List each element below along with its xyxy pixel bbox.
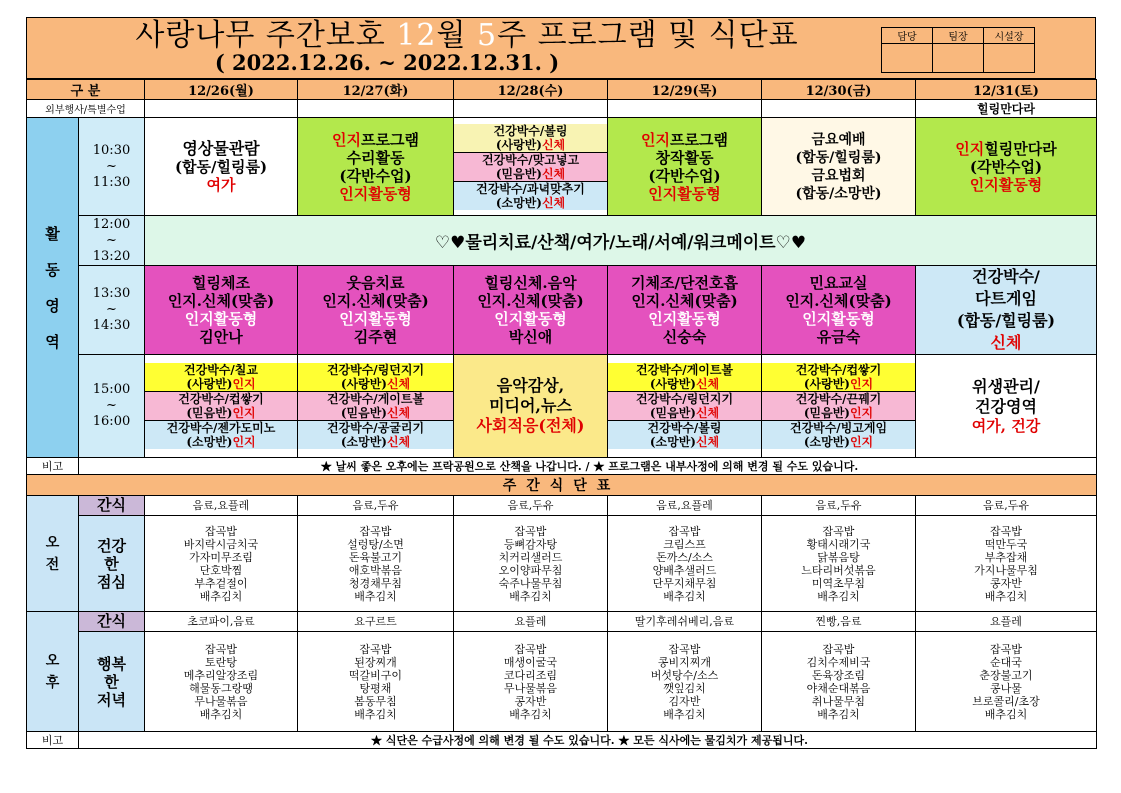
menu-item: 배추김치 [663, 707, 706, 721]
menu-item: 배추김치 [509, 707, 552, 721]
menu-item: 부추잡채 [984, 550, 1028, 564]
menu-item: 잡곡밥 [359, 642, 392, 656]
time-slot: 13:30 ~ 14:30 [79, 266, 145, 355]
menu-item: 잡곡밥 [205, 524, 237, 538]
program-cell: 위생관리/ 건강영역 여가, 건강 [916, 355, 1097, 458]
menu-item: 설렁탕/소면 [347, 537, 404, 551]
menu-item: 등뼈감자탕 [503, 537, 558, 551]
menu-item: 취나물무침 [811, 694, 866, 708]
menu-item: 단무지채무침 [652, 576, 717, 590]
dinner-row [27, 632, 1097, 732]
menu-item: 단호박찜 [199, 563, 243, 577]
menu-item: 닭볶음탕 [817, 550, 860, 564]
program-cell: 건강박수/컵쌓기 (사랑반)인지 건강박수/끈꿰기 (믿음반)인지 건강박수/빙고게임 (소망반)인지 [762, 355, 916, 458]
menu-item: 탕평채 [359, 681, 392, 695]
dinner-label: 행복 한 저녁 [79, 632, 145, 732]
menu-item: 잡곡밥 [359, 524, 392, 538]
menu-item: 숙주나물무침 [498, 576, 563, 590]
menu-item: 김치수제비국 [806, 655, 871, 669]
menu-item: 버섯탕수/소스 [650, 668, 719, 682]
menu-item: 미역초무침 [811, 576, 866, 590]
menu-item: 부추겉절이 [194, 576, 248, 590]
menu-item: 배추김치 [817, 589, 860, 603]
menu-item: 무나물볶음 [194, 694, 248, 708]
program-cell: 인지프로그램 창작활동 (각반수업) 인지활동형 [608, 118, 762, 216]
schedule-note: ★ 날씨 좋은 오후에는 프락공원으로 산책을 나갑니다. / ★ 프로그램은 내부사정에 의해 변경 될 수도 있습니다. [79, 458, 1097, 475]
menu-item: 봄동무침 [354, 694, 397, 708]
program-cell: 음악감상, 미디어,뉴스 사회적응(전체) [454, 355, 608, 458]
menu-item: 콩자반 [990, 576, 1022, 590]
approval-box: 담당 팀장 시설장 [881, 27, 1035, 73]
time-slot: 12:00 ~ 13:20 [79, 216, 145, 266]
program-cell: 웃음치료 인지.신체(맞춤) 인지활동형 김주현 [298, 266, 454, 355]
menu-item: 양배추샐러드 [652, 563, 717, 577]
program-cell: 건강박수/칠교 (사랑반)인지 건강박수/컵쌓기 (믿음반)인지 건강박수/젠가도미노 (소망반)인지 [145, 355, 298, 458]
menu-item: 김자반 [668, 694, 701, 708]
menu-item: 잡곡밥 [990, 524, 1022, 538]
menu-item: 잡곡밥 [205, 642, 237, 656]
program-cell: 인지힐링만다라 (각반수업) 인지활동형 [916, 118, 1097, 216]
program-cell: 건강박수/볼링 (사랑반)신체 건강박수/맞고넣고 (믿음반)신체 건강박수/과녁맞추기 (소망반)신체 [454, 118, 608, 216]
program-cell: 건강박수/게이트볼 (사랑반)신체 건강박수/링던지기 (믿음반)신체 건강박수/볼링 (소망반)신체 [608, 355, 762, 458]
menu-note-row: 비고 ★ 식단은 수급사정에 의해 변경 될 수도 있습니다. ★ 모든 식사에는 물김치가 제공됩니다. [27, 732, 1097, 749]
menu-item: 된장찌개 [354, 655, 397, 669]
menu-item: 황태시래기국 [806, 537, 871, 551]
menu-item: 콩비지찌개 [657, 655, 712, 669]
activity-section-label: 활 동 영 역 [27, 118, 79, 458]
date-range: ( 2022.12.26. ~ 2022.12.31. ) [214, 50, 560, 75]
time-slot: 15:00 ~ 16:00 [79, 355, 145, 458]
menu-title-row: 주간식단표 [27, 475, 1097, 496]
menu-item: 떡갈비구이 [348, 668, 403, 682]
menu-item: 돈육장조림 [811, 668, 866, 682]
menu-item: 순대국 [990, 655, 1022, 669]
menu-item: 토란탕 [205, 655, 237, 669]
menu-item: 메추리알장조림 [183, 668, 259, 682]
program-cell: 금요예배 (합동/힐링룸) 금요법회 (합동/소망반) [762, 118, 916, 216]
menu-item: 잡곡밥 [990, 642, 1022, 656]
activity-row-4 [27, 355, 1097, 458]
menu-item: 치커리샐러드 [498, 550, 563, 564]
program-cell: 기체조/단전호흡 인지.신체(맞춤) 인지활동형 신숭숙 [608, 266, 762, 355]
menu-item: 청경채무침 [348, 576, 403, 590]
menu-item: 배추김치 [354, 707, 397, 721]
menu-item: 가자미무조림 [189, 550, 253, 564]
pm-label: 오 후 [27, 612, 79, 732]
schedule-table [26, 79, 1097, 749]
program-cell: 건강박수/링던지기 (사랑반)신체 건강박수/게이트볼 (믿음반)신체 건강박수/공굴리기 (소망반)신체 [298, 355, 454, 458]
menu-item: 잡곡밥 [668, 524, 701, 538]
menu-item: 배추김치 [663, 589, 706, 603]
menu-item: 배추김치 [817, 707, 860, 721]
header [26, 17, 1096, 79]
menu-item: 코다리조림 [503, 668, 558, 682]
menu-item: 배추김치 [199, 707, 243, 721]
menu-item: 배추김치 [984, 589, 1028, 603]
menu-item: 오이양파무침 [498, 563, 563, 577]
menu-item: 해물동그랑땡 [189, 681, 253, 695]
menu-item: 애호박볶음 [348, 563, 403, 577]
page-title: 사랑나무 주간보호 12월 5주 프로그램 및 식단표 [135, 18, 799, 53]
pm-snack-row: 오 후 간식 초코파이,음료 요구르트 요플레 딸기후레쉬베리,음료 찐빵,음료 요플레 [27, 612, 1097, 632]
menu-item: 잡곡밥 [668, 642, 701, 656]
program-cell: 영상물관람 (합동/힐링룸) 여가 [145, 118, 298, 216]
menu-item: 야채순대볶음 [806, 681, 871, 695]
menu-item: 배추김치 [199, 589, 243, 603]
menu-item: 돈육불고기 [348, 550, 403, 564]
program-cell: 힐링신체.음악 인지.신체(맞춤) 인지활동형 박신애 [454, 266, 608, 355]
menu-item: 매생이굴국 [503, 655, 558, 669]
program-cell: 건강박수/ 다트게임 (합동/힐링룸) 신체 [916, 266, 1097, 355]
activity-row-3 [27, 266, 1097, 355]
menu-item: 춘장불고기 [979, 668, 1033, 682]
program-cell: 힐링체조 인지.신체(맞춤) 인지활동형 김안나 [145, 266, 298, 355]
activity-row-2 [27, 216, 1097, 266]
menu-note: ★ 식단은 수급사정에 의해 변경 될 수도 있습니다. ★ 모든 식사에는 물김치가 제공됩니다. [79, 732, 1097, 749]
am-label: 오 전 [27, 496, 79, 612]
menu-item: 잡곡밥 [514, 524, 547, 538]
menu-item: 브로콜리/초장 [972, 694, 1040, 708]
external-row: 외부행사/특별수업 힐링만다라 [27, 100, 1097, 118]
menu-item: 깻잎김치 [663, 681, 706, 695]
menu-item: 콩자반 [514, 694, 547, 708]
activity-row-1 [27, 118, 1097, 216]
menu-item: 크림스프 [663, 537, 706, 551]
menu-item: 가지나물무침 [974, 563, 1038, 577]
lunch-label: 건강 한 점심 [79, 516, 145, 612]
time-slot: 10:30 ~ 11:30 [79, 118, 145, 216]
am-snack-row: 오 전 간식 음료,요플레 음료,두유 음료,두유 음료,요플레 음료,두유 음료,두유 [27, 496, 1097, 516]
program-cell: 민요교실 인지.신체(맞춤) 인지활동형 유금숙 [762, 266, 916, 355]
menu-item: 잡곡밥 [822, 642, 855, 656]
menu-item: 잡곡밥 [822, 524, 855, 538]
menu-item: 잡곡밥 [514, 642, 547, 656]
schedule-note-row: 비고 ★ 날씨 좋은 오후에는 프락공원으로 산책을 나갑니다. / ★ 프로그램은 내부사정에 의해 변경 될 수도 있습니다. [27, 458, 1097, 475]
program-cell: 인지프로그램 수리활동 (각반수업) 인지활동형 [298, 118, 454, 216]
menu-item: 바지락시금치국 [183, 537, 259, 551]
menu-item: 배추김치 [984, 707, 1028, 721]
menu-item: 돈까스/소스 [656, 550, 713, 564]
menu-item: 배추김치 [354, 589, 397, 603]
menu-item: 무나물볶음 [503, 681, 558, 695]
menu-item: 배추김치 [509, 589, 552, 603]
lunch-row [27, 516, 1097, 612]
common-activity: ♡♥물리치료/산책/여가/노래/서예/워크메이트♡♥ [145, 216, 1097, 266]
menu-item: 느타리버섯볶음 [801, 563, 876, 577]
menu-item: 떡만두국 [984, 537, 1028, 551]
day-header-row: 구 분 12/26(월) 12/27(화) 12/28(수) 12/29(목) 12/30(금) 12/31(토) [27, 80, 1097, 100]
menu-item: 콩나물 [990, 681, 1022, 695]
